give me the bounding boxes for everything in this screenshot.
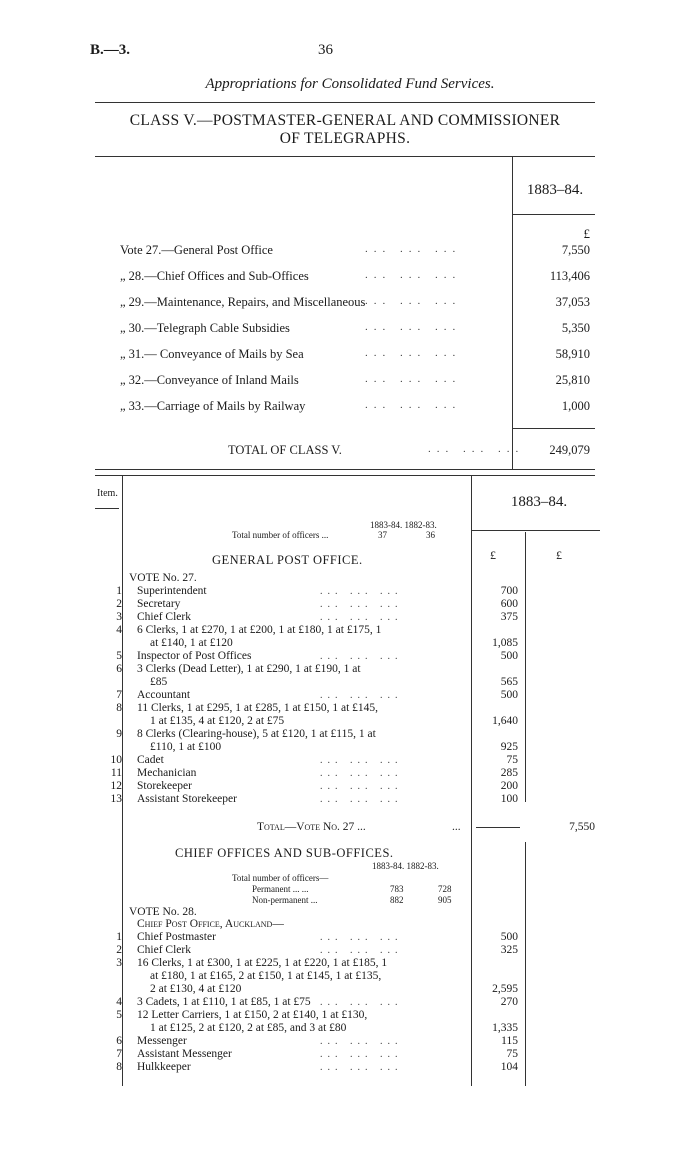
item-header-rule [95,508,119,509]
item-dots: ... ... ... [320,1036,403,1047]
detail-year-rule [472,530,600,531]
item-number: 13 [110,793,122,805]
summary-total-row [100,443,595,463]
item-number: 9 [116,728,122,740]
item-amount: 500 [500,931,518,943]
item-description: 16 Clerks, 1 at £300, 1 at £225, 1 at £220, 1 at £185, 1 [137,957,388,969]
item-amount: 925 [500,741,518,753]
item-amount: 375 [500,611,518,623]
item-dots: ... ... ... [320,612,403,623]
gpo-section-title: GENERAL POST OFFICE. [212,553,363,567]
summary-row-label: „ 30.—Telegraph Cable Subsidies [120,321,290,335]
item-description-cont: at £140, 1 at £120 [150,637,233,649]
item-number: 1 [116,585,122,597]
vote28-heading: VOTE No. 28. [129,906,197,918]
cos-stats-years: 1883-84. 1882-83. [372,861,439,871]
detail-year: 1883–84. [510,494,568,510]
item-amount: 200 [500,780,518,792]
item-dots: ... ... ... [320,1062,403,1073]
detail-top-rule [95,475,595,476]
item-description-cont: 1 at £125, 2 at £120, 2 at £85, and 3 at £80 [150,1022,347,1034]
vote27-heading: VOTE No. 27. [129,572,197,584]
item-description-cont: £110, 1 at £100 [150,741,222,753]
item-dots: ... ... ... [320,586,403,597]
cos-stats-nonperm-label: Non-permanent ... [252,895,318,905]
summary-row [100,243,595,263]
item-amount: 500 [500,650,518,662]
summary-row-dots: ... ... ... [365,373,462,385]
summary-row [100,399,595,419]
summary-row-label: „ 28.—Chief Offices and Sub-Offices [120,269,309,283]
gpo-stats-v2: 36 [426,530,435,540]
summary-row-dots: ... ... ... [365,295,462,307]
item-description: Accountant [137,689,191,701]
summary-row-amount: 113,406 [549,269,590,283]
item-col-rule [122,476,123,1086]
gpo-stats-years: 1883-84. 1882-83. [370,520,437,530]
cos-stats-nonperm-v1: 882 [390,895,404,905]
item-description: Mechanician [137,767,197,779]
summary-row-amount: 58,910 [555,347,590,361]
item-description: Chief Postmaster [137,931,216,943]
summary-row-amount: 7,550 [561,243,590,257]
item-number: 7 [116,1048,122,1060]
cos-section-title: CHIEF OFFICES AND SUB-OFFICES. [175,846,394,860]
cos-stats-label: Total number of officers— [232,873,329,883]
item-description: Superintendent [137,585,207,597]
summary-row-label: „ 32.—Conveyance of Inland Mails [120,373,299,387]
item-description: Assistant Storekeeper [137,793,237,805]
item-description: Chief Clerk [137,944,191,956]
summary-row-label: Vote 27.—General Post Office [120,243,273,257]
summary-row [100,295,595,315]
summary-row-dots: ... ... ... [365,321,462,333]
item-amount: 100 [500,793,518,805]
item-number: 5 [116,1009,122,1021]
item-amount: 285 [500,767,518,779]
summary-row-dots: ... ... ... [365,347,462,359]
auckland-heading: Chief Post Office, Auckland— [137,918,284,930]
summary-year: 1883–84. [526,182,584,198]
item-amount: 1,335 [492,1022,518,1034]
item-number: 6 [116,663,122,675]
item-description: Messenger [137,1035,187,1047]
summary-row-label: „ 31.— Conveyance of Mails by Sea [120,347,304,361]
summary-total-amount: 249,079 [549,443,590,457]
item-number: 2 [116,598,122,610]
item-dots: ... ... ... [320,651,403,662]
summary-row-label: „ 33.—Carriage of Mails by Railway [120,399,306,413]
item-description: Storekeeper [137,780,192,792]
item-amount: 1,640 [492,715,518,727]
item-amount: 270 [500,996,518,1008]
item-description: Inspector of Post Offices [137,650,252,662]
item-dots: ... ... ... [320,690,403,701]
item-amount: 565 [500,676,518,688]
item-description-cont: 2 at £130, 4 at £120 [150,983,242,995]
item-number: 3 [116,957,122,969]
item-number: 8 [116,702,122,714]
cos-stats-perm-v1: 783 [390,884,404,894]
summary-row-amount: 5,350 [561,321,590,335]
summary-row-dots: ... ... ... [365,399,462,411]
item-number: 8 [116,1061,122,1073]
item-column-header: Item. [97,488,118,499]
vote27-total-amount: 7,550 [569,821,595,833]
cos-stats-nonperm-v2: 905 [438,895,452,905]
item-description-cont: at £180, 1 at £165, 2 at £150, 1 at £145, 1 at £135, [150,970,382,982]
item-description: 11 Clerks, 1 at £295, 1 at £285, 1 at £150, 1 at £145, [137,702,379,714]
summary-row-dots: ... ... ... [365,243,462,255]
summary-row-dots: ... ... ... [365,269,462,281]
item-dots: ... ... ... [320,781,403,792]
summary-row-amount: 1,000 [561,399,590,413]
item-description: 3 Clerks (Dead Letter), 1 at £290, 1 at £190, 1 at [137,663,361,675]
summary-row-label: „ 29.—Maintenance, Repairs, and Miscellaneous [120,295,366,309]
item-number: 3 [116,611,122,623]
summary-row-amount: 25,810 [555,373,590,387]
detail-col1-currency: £ [490,548,496,562]
item-description: 3 Cadets, 1 at £110, 1 at £85, 1 at £75 [137,996,311,1008]
detail-col2-currency: £ [556,548,562,562]
summary-row [100,269,595,289]
item-number: 1 [116,931,122,943]
item-number: 10 [110,754,122,766]
item-dots: ... ... ... [320,794,403,805]
item-description: Cadet [137,754,164,766]
item-amount: 700 [500,585,518,597]
cos-stats-perm-v2: 728 [438,884,452,894]
summary-currency: £ [583,226,590,241]
class-rule [95,156,595,157]
summary-row [100,347,595,367]
item-description: Hulkkeeper [137,1061,191,1073]
item-amount: 115 [501,1035,518,1047]
item-description: 6 Clerks, 1 at £270, 1 at £200, 1 at £180, 1 at £175, 1 [137,624,382,636]
summary-total-label: TOTAL OF CLASS V. [228,443,342,457]
class-title-line2: OF TELEGRAPHS. [279,130,411,147]
class-title [95,112,595,148]
item-description: 8 Clerks (Clearing-house), 5 at £120, 1 at £115, 1 at [137,728,376,740]
item-dots: ... ... ... [320,768,403,779]
class-title-line1: CLASS V.—POSTMASTER-GENERAL AND COMMISSIONER [129,112,561,129]
top-rule [95,102,595,103]
summary-row-amount: 37,053 [555,295,590,309]
item-number: 2 [116,944,122,956]
item-number: 12 [110,780,122,792]
document-reference: B.—3. [90,42,131,58]
item-amount: 1,085 [492,637,518,649]
item-number: 6 [116,1035,122,1047]
item-dots: ... ... ... [320,599,403,610]
vote27-total-rule [476,827,520,828]
item-description: Chief Clerk [137,611,191,623]
gpo-stats-label: Total number of officers ... [232,530,329,540]
item-amount: 2,595 [492,983,518,995]
item-description-cont: £85 [150,676,168,688]
item-amount: 75 [506,1048,518,1060]
item-dots: ... ... ... [320,997,403,1008]
summary-total-dots: ... ... ... [428,443,525,455]
cos-stats-perm-label: Permanent ... ... [252,884,309,894]
item-number: 4 [116,996,122,1008]
summary-row [100,321,595,341]
item-amount: 600 [500,598,518,610]
item-number: 5 [116,650,122,662]
summary-bottom-rule [95,469,595,470]
description-col-rule [471,476,472,1086]
item-amount: 75 [506,754,518,766]
item-amount: 500 [500,689,518,701]
item-number: 7 [116,689,122,701]
item-dots: ... ... ... [320,755,403,766]
summary-total-rule [513,428,595,429]
page-title: Appropriations for Consolidated Fund Services. [205,76,495,92]
item-dots: ... ... ... [320,932,403,943]
summary-year-rule [513,214,595,215]
amount-col-rule [525,532,526,802]
item-description: Secretary [137,598,181,610]
vote27-total-label: Total—Vote No. 27 ... [257,821,366,833]
item-dots: ... ... ... [320,945,403,956]
item-amount: 325 [500,944,518,956]
gpo-stats-v1: 37 [378,530,387,540]
amount-col-rule-2 [525,842,526,1086]
item-description: Assistant Messenger [137,1048,232,1060]
item-number: 4 [116,624,122,636]
item-number: 11 [110,767,122,779]
summary-row [100,373,595,393]
item-amount: 104 [500,1061,518,1073]
item-description-cont: 1 at £135, 4 at £120, 2 at £75 [150,715,285,727]
item-dots: ... ... ... [320,1049,403,1060]
page-number: 36 [318,42,333,58]
item-description: 12 Letter Carriers, 1 at £150, 2 at £140, 1 at £130, [137,1009,368,1021]
vote27-total-dots: ... [452,821,461,833]
